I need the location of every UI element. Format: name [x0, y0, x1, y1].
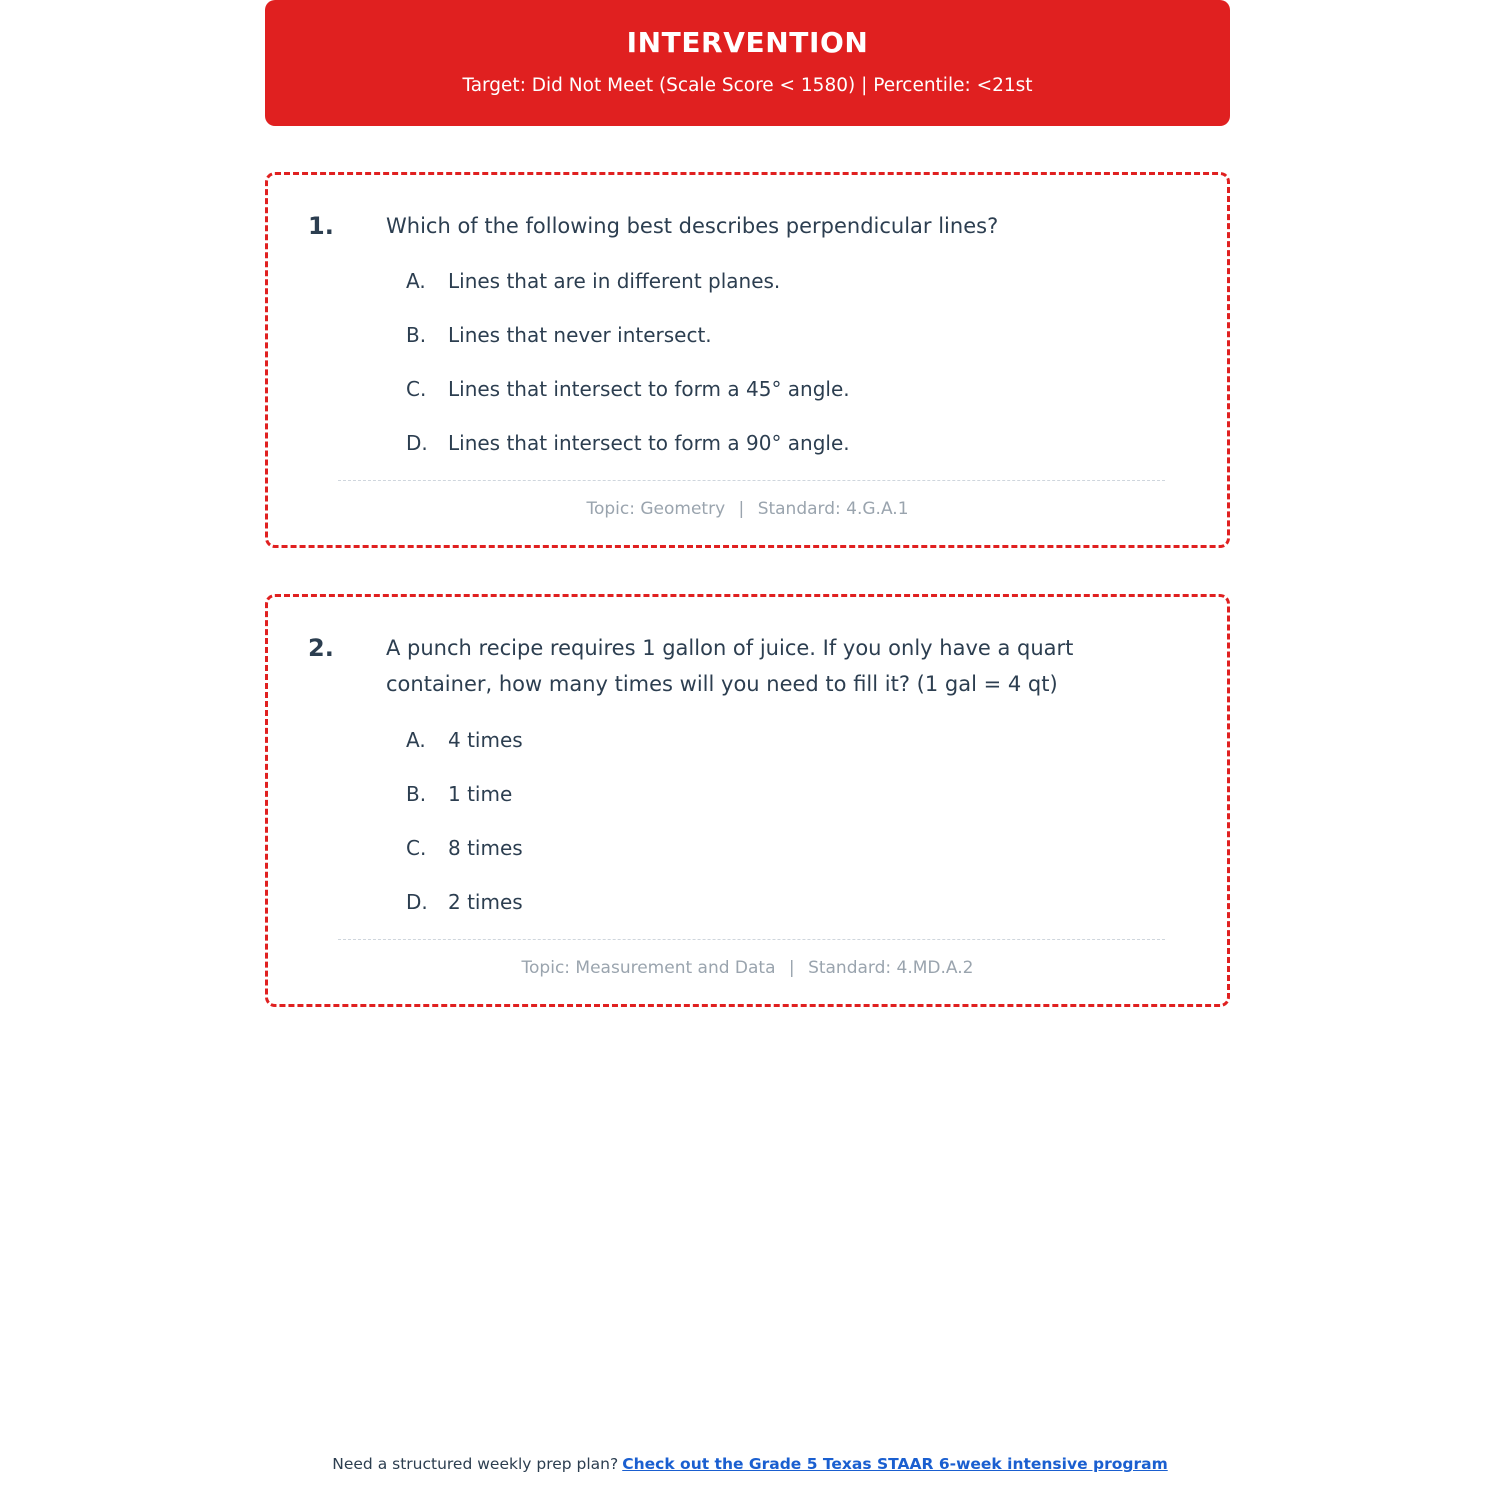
choice-list	[308, 266, 1187, 458]
question-text: A punch recipe requires 1 gallon of juice. If you only have a quart container, how many times will you need to fill it? (1 gal = 4 qt)	[386, 636, 1074, 697]
choice-letter: D.	[406, 431, 428, 456]
meta-separator: |	[788, 957, 795, 978]
choice-letter: C.	[406, 377, 427, 402]
question-number: 2.	[308, 634, 334, 663]
question-standard: Standard: 4.G.A.1	[757, 499, 909, 520]
choice-letter: A.	[406, 727, 426, 752]
choice-text: 8 times	[448, 835, 523, 860]
footer	[0, 1455, 1500, 1473]
question-card	[265, 172, 1230, 549]
banner-subtitle: Target: Did Not Meet (Scale Score < 1580) | Percentile: <21st	[462, 74, 1033, 96]
question-text: Which of the following best describes perpendicular lines?	[386, 213, 999, 238]
choice-option[interactable]	[406, 833, 1187, 863]
choice-text: Lines that never intersect.	[448, 323, 712, 348]
question-meta	[308, 481, 1187, 523]
question-card	[265, 594, 1230, 1006]
footer-prompt: Need a structured weekly prep plan?	[332, 1455, 619, 1473]
intervention-banner	[265, 0, 1230, 126]
choice-option[interactable]	[406, 428, 1187, 458]
choice-text: 1 time	[448, 781, 513, 806]
choice-text: Lines that are in different planes.	[448, 269, 781, 294]
question-topic: Topic: Measurement and Data	[521, 957, 776, 978]
worksheet-body	[265, 0, 1230, 1007]
question-meta	[308, 940, 1187, 982]
choice-option[interactable]	[406, 374, 1187, 404]
choice-list	[308, 725, 1187, 917]
choice-letter: B.	[406, 323, 427, 348]
question-topic: Topic: Geometry	[586, 499, 726, 520]
question-number: 1.	[308, 211, 334, 240]
choice-text: Lines that intersect to form a 45° angle.	[448, 377, 850, 402]
meta-separator: |	[738, 499, 745, 520]
choice-option[interactable]	[406, 779, 1187, 809]
choice-option[interactable]	[406, 887, 1187, 917]
footer-program-link[interactable]: Check out the Grade 5 Texas STAAR 6-week intensive program	[622, 1455, 1168, 1473]
choice-option[interactable]	[406, 320, 1187, 350]
choice-letter: C.	[406, 835, 427, 860]
choice-option[interactable]	[406, 725, 1187, 755]
question-header	[308, 631, 1187, 702]
banner-title: INTERVENTION	[626, 26, 869, 59]
choice-text: 2 times	[448, 889, 523, 914]
question-header	[308, 209, 1187, 245]
question-standard: Standard: 4.MD.A.2	[808, 957, 974, 978]
choice-letter: B.	[406, 781, 427, 806]
choice-option[interactable]	[406, 266, 1187, 296]
choice-text: 4 times	[448, 727, 523, 752]
choice-text: Lines that intersect to form a 90° angle.	[448, 431, 850, 456]
choice-letter: D.	[406, 889, 428, 914]
choice-letter: A.	[406, 269, 426, 294]
